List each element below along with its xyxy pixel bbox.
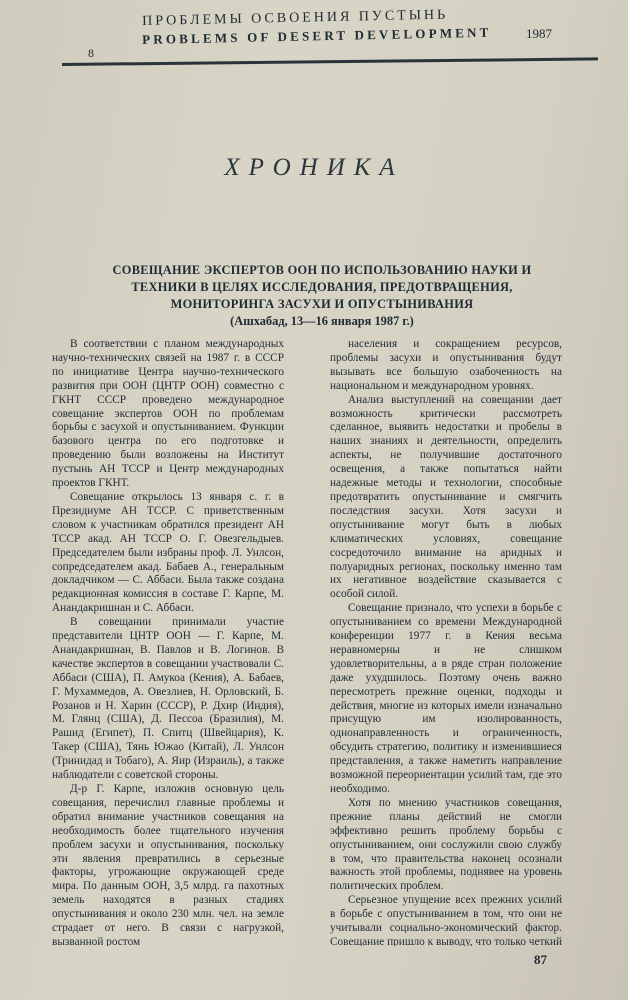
article-subtitle: (Ашхабад, 13—16 января 1987 г.) bbox=[230, 314, 414, 328]
journal-title-en: PROBLEMS OF DESERT DEVELOPMENT bbox=[142, 24, 492, 47]
journal-title-ru: ПРОБЛЕМЫ ОСВОЕНИЯ ПУСТЫНЬ bbox=[142, 7, 449, 29]
paragraph: В совещании принимали участие представители ЦНТР ООН — Г. Карпе, М. Анандакришнан, В. Павлов и В. Логинов. В качестве экспертов в совещании участвовали С. Аббаси (США), П. Амукоа (Кения), А. Бабаев, Г. Мухаммедов, А. Овезлиев, Н. Орловский, Б. Розанов и Н. Харин (СССР), Р. Дхир (Индия), М. Глянц (США), Д. Пессоа (Бразилия), М. Рашид (Египет), П. Спитц (Швейцария), К. Такер (США), Тянь Южао (Китай), Л. Унлсон (Тринидад и Тобаго), А. Яир (Израиль), а также наблюдатели с советской стороны. bbox=[52, 616, 284, 782]
right-column bbox=[330, 338, 562, 946]
article-title: СОВЕЩАНИЕ ЭКСПЕРТОВ ООН ПО ИСПОЛЬЗОВАНИЮ НАУКИ И ТЕХНИКИ В ЦЕЛЯХ ИССЛЕДОВАНИЯ, ПРЕДОТВРАЩЕНИЯ, МОНИТОРИНГА ЗАСУХИ И ОПУСТЫНИВАНИЯ bbox=[112, 263, 532, 311]
left-column bbox=[52, 338, 284, 946]
header-rule bbox=[62, 57, 598, 66]
paragraph: Д-р Г. Карпе, изложив основную цель совещания, перечислил главные проблемы и обратил внимание участников совещания на необходимость более тщательного изучения проблем засухи и опустынивания, поскольку эти явления превратились в серьезные факторы, угрожающие окружающей среде мира. По данным ООН, 3,5 млрд. га пахотных земель находятся в разных стадиях опустынивания и около 230 млн. чел. на земле страдает от него. В связи с нагрузкой, вызванной ростом bbox=[52, 783, 284, 946]
paragraph: населения и сокращением ресурсов, проблемы засухи и опустынивания будут вызывать все большую озабоченность на национальном и международном уровнях. bbox=[330, 338, 562, 392]
header-year: 1987 bbox=[526, 26, 552, 41]
paragraph: В соответствии с планом международных научно-технических связей на 1987 г. в СССР по инициативе Центра научно-технического развития при ООН (ЦНТР ООН) совместно с ГКНТ СССР проведено международное совещание экспертов ООН по проблемам борьбы с засухой и опустыниванием. Функции базового центра по его подготовке и проведению были возложены на Институт пустынь АН ТССР и Центр международных проектов ГКНТ. bbox=[52, 338, 284, 490]
paragraph: Совещание признало, что успехи в борьбе с опустыниванием со времени Международной конференции 1977 г. в Кения весьма неравномерны и не слишком удовлетворительны, а в ряде стран положение даже ухудшилось. Поэтому очень важно пересмотреть прежние оценки, подходы и действия, многие из которых имели изначально присущую им изолированность, однонаправленность и ограниченность, обсудить стратегию, политику и изменившиеся представления, а также наметить направление возможной переориентации усилий там, где это необходимо. bbox=[330, 602, 562, 795]
paragraph: Хотя по мнению участников совещания, прежние планы действий не смогли эффективно решить проблему борьбы с опустыниванием, они сослужили свою службу в том, что правительства наконец осознали важность этой проблемы, поднявее на уровень политических проблем. bbox=[330, 796, 562, 893]
paragraph: Анализ выступлений на совещании дает возможность критически рассмотреть сделанное, выявить недостатки и пробелы в наших знаниях и деятельности, определить аспекты, не получившие достаточного освещения, а также попытаться найти надежные методы и технологии, способные предотвратить опустынивание и смягчить последствия засухи. Хотя засухи и опустынивание могут быть в любых климатических условиях, совещание сосредоточило внимание на аридных и полуаридных регионах, поскольку именно там их негативное воздействие сказывается с особой силой. bbox=[330, 393, 562, 601]
paragraph: Серьезное упущение всех прежних усилий в борьбе с опустыниванием в том, что они не учитывали социально-экономический фактор. Совещание пришло к выводу, что только четкий bbox=[330, 894, 562, 946]
footer-page-number: 87 bbox=[534, 952, 547, 967]
section-title: ХРОНИКА bbox=[224, 154, 404, 181]
paragraph: Совещание открылось 13 января с. г. в Президиуме АН ТССР. С приветственным словом к участникам обратился президент АН ТССР акад. АН ТССР О. Г. Овезгельдыев. Председателем были избраны проф. Л. Унлсон, сопредседателем акад. Бабаев А., генеральным докладчиком — С. Аббаси. Была также создана редакционная комиссия в составе Г. Карпе, М. Анандакришнан и С. Аббаси. bbox=[52, 490, 284, 615]
header-page-number: 8 bbox=[88, 46, 94, 60]
